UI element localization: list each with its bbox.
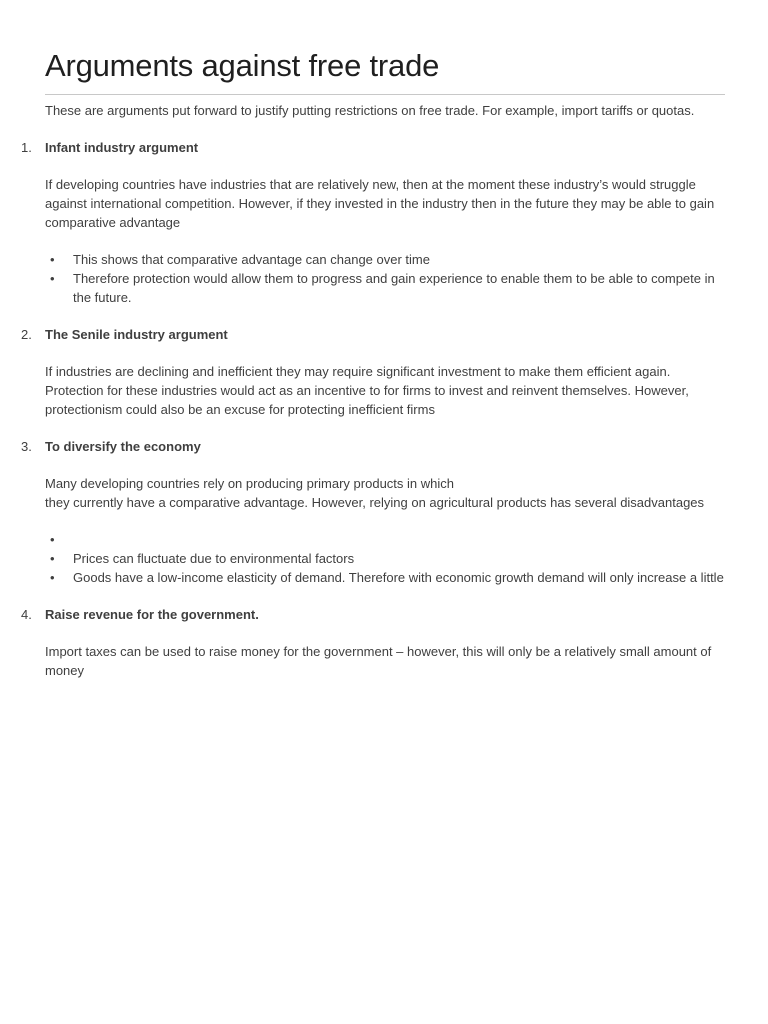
section-heading-text: Infant industry argument [45, 140, 199, 155]
section-heading-raise-revenue [21, 605, 725, 624]
section-number: 1. [21, 140, 32, 155]
section-paragraph: Import taxes can be used to raise money for the government – however, this will only be a relatively small amount of money [45, 644, 712, 678]
section-paragraph-line: Many developing countries rely on producing primary products in which [45, 476, 454, 491]
list-item-text: Prices can fluctuate due to environmental factors [73, 551, 355, 566]
list-item [45, 250, 725, 269]
document-body [21, 101, 725, 680]
section-heading-infant-industry [21, 138, 725, 157]
bullet-icon: • [50, 252, 55, 267]
section-paragraph-line: they currently have a comparative advantage. However, relying on agricultural products has several disadvantages [45, 495, 705, 510]
bullet-icon: • [50, 551, 55, 566]
intro-paragraph: These are arguments put forward to justify putting restrictions on free trade. For example, import tariffs or quotas. [45, 103, 695, 118]
list-item-text: Therefore protection would allow them to progress and gain experience to enable them to be able to compete in the future. [73, 271, 715, 305]
list-item [45, 549, 725, 568]
bullet-list [45, 530, 725, 587]
section-heading-senile-industry [21, 325, 725, 344]
section-heading-text: To diversify the economy [45, 439, 201, 454]
section-heading-text: Raise revenue for the government. [45, 607, 259, 622]
list-item-empty [45, 530, 725, 549]
bullet-icon: • [50, 271, 55, 286]
section-heading-text: The Senile industry argument [45, 327, 228, 342]
page-title: Arguments against free trade [45, 48, 440, 83]
section-paragraph: If industries are declining and inefficient they may require significant investment to make them efficient again. Protection for these industries would act as an incentive to for firms to invest and reinvent themselves. However, protectionism could also be an excuse for protecting inefficient firms [45, 364, 689, 417]
section-number: 2. [21, 327, 32, 342]
list-item [45, 568, 725, 587]
section-number: 3. [21, 439, 32, 454]
section-number: 4. [21, 607, 32, 622]
bullet-icon: • [50, 570, 55, 585]
list-item [45, 269, 725, 307]
section-heading-diversify [21, 437, 725, 456]
bullet-list [45, 250, 725, 307]
section-paragraph: If developing countries have industries that are relatively new, then at the moment these industry’s would struggle against international competition. However, if they invested in the industry then in the future they may be able to gain comparative advantage [45, 177, 715, 230]
list-item-text: Goods have a low-income elasticity of demand. Therefore with economic growth demand will only increase a little [73, 570, 724, 585]
title-underline [45, 94, 725, 95]
list-item-text: This shows that comparative advantage can change over time [73, 252, 430, 267]
bullet-icon: • [50, 532, 55, 547]
